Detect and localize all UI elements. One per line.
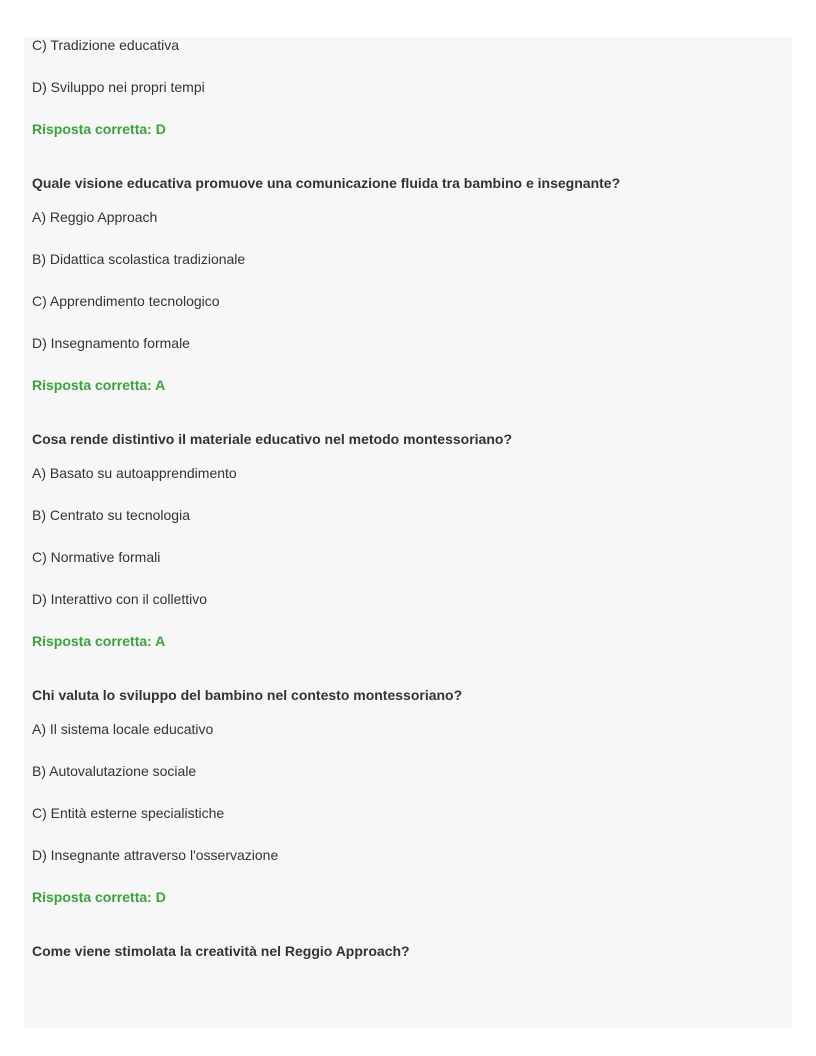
option-text: B) Didattica scolastica tradizionale bbox=[32, 251, 246, 267]
quiz-block bbox=[32, 175, 772, 393]
correct-answer: Risposta corretta: D bbox=[32, 121, 166, 137]
option-text: D) Insegnante attraverso l'osservazione bbox=[32, 847, 279, 863]
quiz-block-lead bbox=[32, 37, 772, 137]
question-text: Come viene stimolata la creatività nel Reggio Approach? bbox=[32, 943, 410, 959]
option-text: C) Tradizione educativa bbox=[32, 37, 180, 53]
quiz-block bbox=[32, 687, 772, 905]
option-text: D) Interattivo con il collettivo bbox=[32, 591, 208, 607]
option-text: B) Autovalutazione sociale bbox=[32, 763, 197, 779]
option-text: D) Sviluppo nei propri tempi bbox=[32, 79, 205, 95]
option-text: C) Normative formali bbox=[32, 549, 161, 565]
option-text: A) Reggio Approach bbox=[32, 209, 158, 225]
quiz-block bbox=[32, 431, 772, 649]
question-text: Chi valuta lo sviluppo del bambino nel contesto montessoriano? bbox=[32, 687, 463, 703]
question-text: Cosa rende distintivo il materiale educativo nel metodo montessoriano? bbox=[32, 431, 512, 447]
option-text: C) Apprendimento tecnologico bbox=[32, 293, 220, 309]
option-text: A) Basato su autoapprendimento bbox=[32, 465, 237, 481]
question-text: Quale visione educativa promuove una comunicazione fluida tra bambino e insegnante? bbox=[32, 175, 621, 191]
correct-answer: Risposta corretta: A bbox=[32, 633, 166, 649]
option-text: B) Centrato su tecnologia bbox=[32, 507, 190, 523]
option-text: D) Insegnamento formale bbox=[32, 335, 190, 351]
quiz-content bbox=[32, 37, 772, 959]
quiz-block bbox=[32, 943, 772, 959]
correct-answer: Risposta corretta: A bbox=[32, 377, 166, 393]
option-text: A) Il sistema locale educativo bbox=[32, 721, 214, 737]
option-text: C) Entità esterne specialistiche bbox=[32, 805, 225, 821]
correct-answer: Risposta corretta: D bbox=[32, 889, 166, 905]
